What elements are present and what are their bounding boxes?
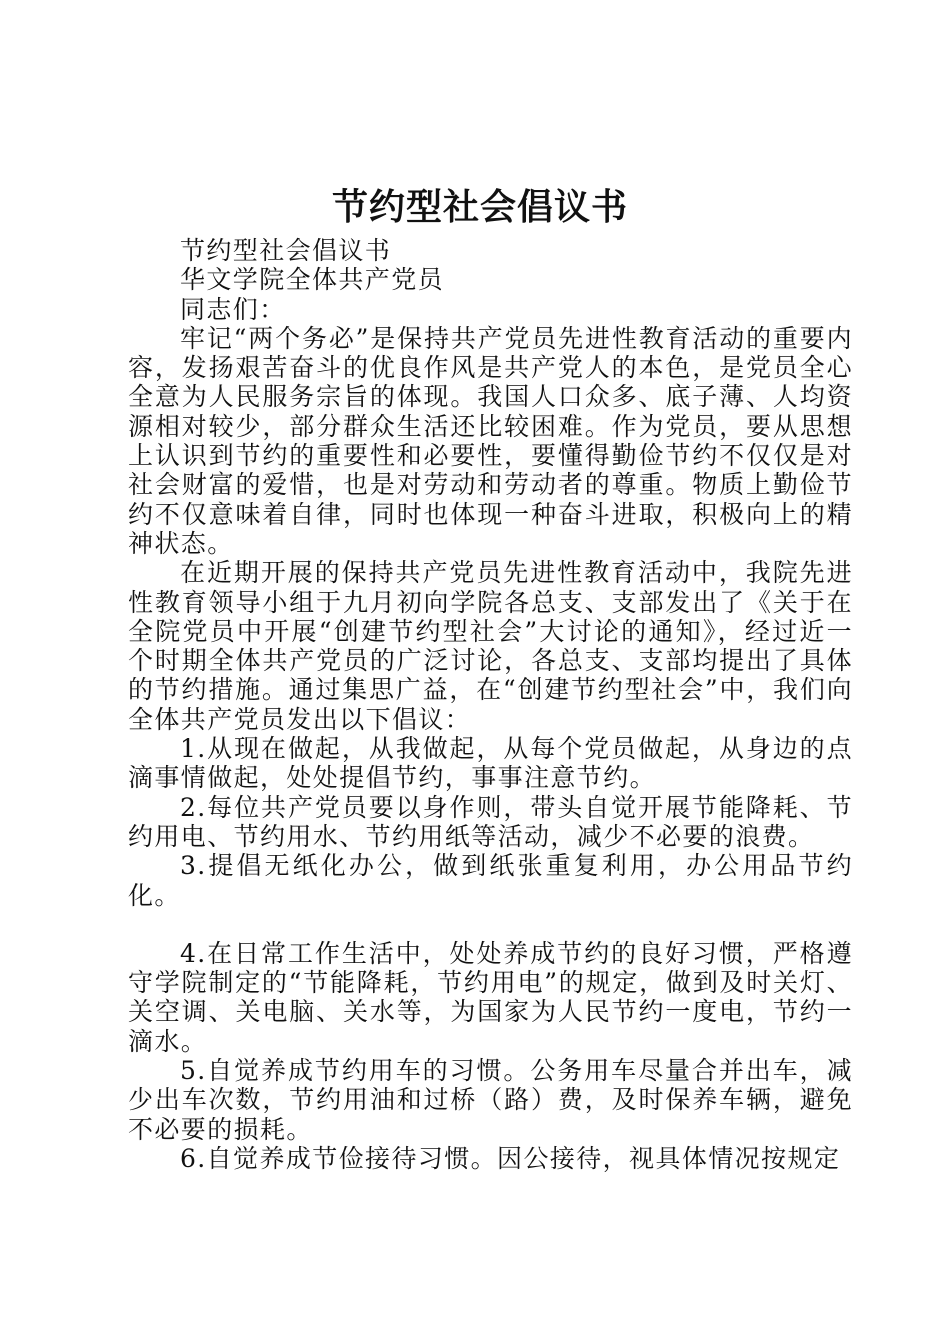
proposal-item-5: 5.自觉养成节约用车的习惯。公务用车尽量合并出车，减少出车次数，节约用油和过桥（路）费，及时保养车辆，避免不必要的损耗。 <box>128 1056 853 1144</box>
subtitle-line: 节约型社会倡议书 <box>180 236 392 265</box>
proposal-item-6: 6.自觉养成节俭接待习惯。因公接待，视具体情况按规定 <box>180 1143 841 1173</box>
proposal-item-4: 4.在日常工作生活中，处处养成节约的良好习惯，严格遵守学院制定的“节能降耗，节约用电”的规定，做到及时关灯、关空调、关电脑、关水等，为国家为人民节约一度电，节约一滴水。 <box>128 938 853 1056</box>
addressee-line: 华文学院全体共产党员 <box>180 265 445 295</box>
paragraph-intro: 牢记“两个务必”是保持共产党员先进性教育活动的重要内容，发扬艰苦奋斗的优良作风是共产党人的本色，是党员全心全意为人民服务宗旨的体现。我国人口众多、底子薄、人均资源相对较少，部分群众生活还比较困难。作为党员，要从思想上认识到节约的重要性和必要性，要懂得勤俭节约不仅仅是对社会财富的爱惜，也是对劳动和劳动者的尊重。物质上勤俭节约不仅意味着自律，同时也体现一种奋斗进取，积极向上的精神状态。 <box>128 323 853 558</box>
proposal-item-3: 3.提倡无纸化办公，做到纸张重复利用，办公用品节约化。 <box>128 851 853 910</box>
document-body <box>128 236 853 1173</box>
salutation-line: 同志们： <box>180 294 286 324</box>
proposal-item-2: 2.每位共产党员要以身作则，带头自觉开展节能降耗、节约用电、节约用水、节约用纸等活动，减少不必要的浪费。 <box>128 792 853 851</box>
document-title: 节约型社会倡议书 <box>331 186 628 228</box>
paragraph-background: 在近期开展的保持共产党员先进性教育活动中，我院先进性教育领导小组于九月初向学院各总支、支部发出了《关于在全院党员中开展“创建节约型社会”大讨论的通知》，经过近一个时期全体共产党员的广泛讨论，各总支、支部均提出了具体的节约措施。通过集思广益，在“创建节约型社会”中，我们向全体共产党员发出以下倡议： <box>128 558 853 734</box>
proposal-item-1: 1.从现在做起，从我做起，从每个党员做起，从身边的点滴事情做起，处处提倡节约，事事注意节约。 <box>128 734 853 793</box>
